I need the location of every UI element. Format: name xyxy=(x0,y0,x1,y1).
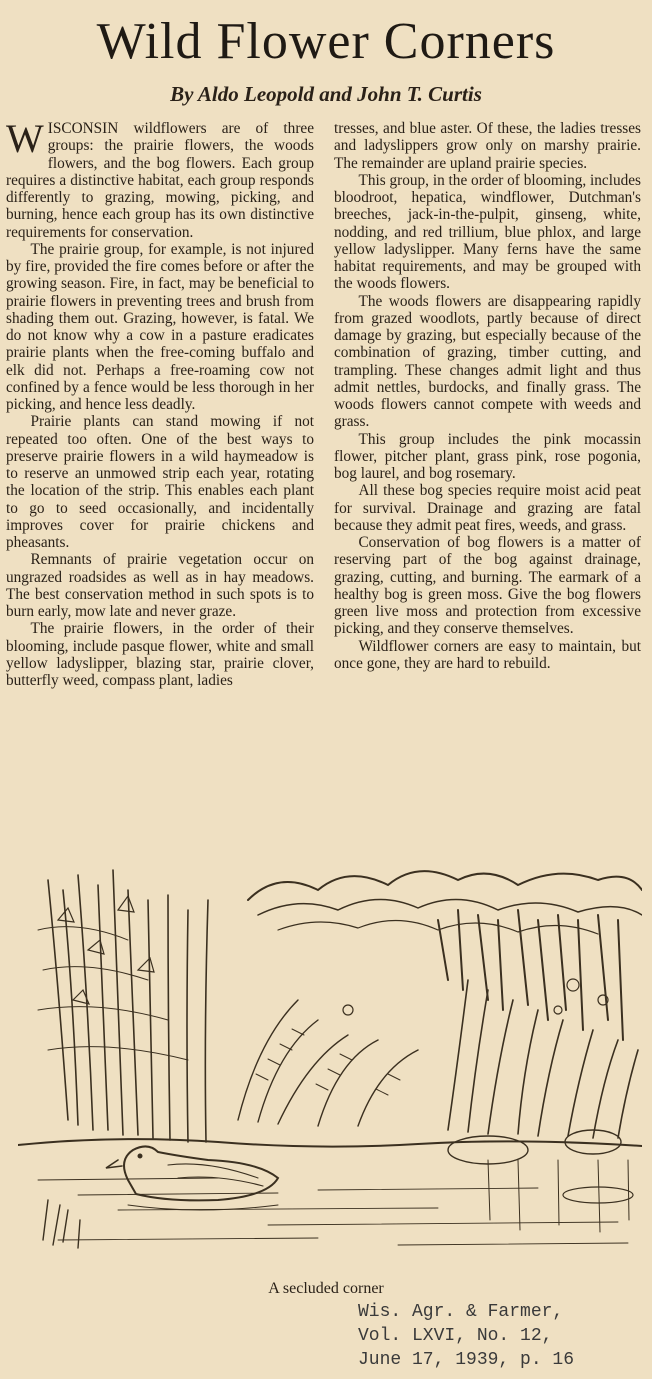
citation-line: Vol. LXVI, No. 12, xyxy=(358,1326,553,1346)
column-right xyxy=(334,120,641,672)
paragraph: The prairie flowers, in the order of their blooming, include pasque flower, white and small yellow ladyslipper, blazing star, prairie clover, butterfly weed, compass plant, ladies xyxy=(6,620,314,689)
paragraph: Wildflower corners are easy to maintain, but once gone, they are hard to rebuild. xyxy=(334,637,641,672)
article-title: Wild Flower Corners xyxy=(96,13,556,70)
paragraph-text: ISCONSIN wildflowers are of three groups: the prairie flowers, the woods flowers, and the bog flowers. Each group requires a distinctive habitat, each group responds differently to grazing, mowing, picking, and burning, hence each group has its own distinctive requirements for conservation. xyxy=(6,120,314,241)
paragraph: Conservation of bog flowers is a matter of reserving part of the bog against drainage, grazing, cutting, and burning. The earmark of a healthy bog is green moss. Give the bog flowers green live moss and protection from excessive picking, and they conserve themselves. xyxy=(334,534,641,638)
citation-line: Wis. Agr. & Farmer, xyxy=(358,1302,564,1322)
paragraph: The woods flowers are disappearing rapidly from grazed woodlots, partly because of direct damage by grazing, but especially because of the combination of grazing, timber cutting, and trampling. These changes admit light and thus admit nettles, burdocks, and finally grass. The woods flowers cannot compete with weeds and grass. xyxy=(334,292,641,431)
paragraph: Prairie plants can stand mowing if not repeated too often. One of the best ways to preserve prairie flowers in a wild haymeadow is to reserve an unmowed strip each year, rotating the location of the strip. This enables each plant to go to seed occasionally, and incidentally improves cover for prairie chickens and pheasants. xyxy=(6,413,314,551)
paragraph: This group includes the pink mocassin flower, pitcher plant, grass pink, rose pogonia, bog laurel, and bog rosemary. xyxy=(334,430,641,482)
drop-cap: W xyxy=(6,116,44,161)
article-byline: By Aldo Leopold and John T. Curtis xyxy=(170,82,482,106)
paragraph: All these bog species require moist acid peat for survival. Drainage and grazing are fatal because they admit peat fires, weeds, and grass. xyxy=(334,482,641,534)
paragraph: Remnants of prairie vegetation occur on ungrazed roadsides as well as in hay meadows. The best conservation method in such spots is to burn early, mow late and never graze. xyxy=(6,551,314,620)
paragraph xyxy=(6,116,314,241)
column-left xyxy=(6,116,314,689)
pond-sketch-illustration xyxy=(18,860,642,1270)
paragraph: tresses, and blue aster. Of these, the ladies tresses and ladyslippers grow only on marshy prairie. The remainder are upland prairie species. xyxy=(334,120,641,172)
paragraph: This group, in the order of blooming, includes bloodroot, hepatica, windflower, Dutchman's breeches, jack-in-the-pulpit, ginseng, white, nodding, and red trillium, blue phlox, and large yellow ladyslipper. Many ferns have the same habitat requirements, and may be grouped with the woods flowers. xyxy=(334,171,641,293)
illustration-caption: A secluded corner xyxy=(268,1280,384,1297)
handwritten-citation xyxy=(358,1300,648,1372)
paragraph: The prairie group, for example, is not injured by fire, provided the fire comes before or after the growing season. Fire, in fact, may be beneficial to prairie flowers in preventing trees and brush from shading them out. Grazing, however, is fatal. We do not know why a cow in a pasture eradicates prairie plants when the free-coming buffalo and elk did not. Perhaps a free-roaming cow not confined by a fence would be less thorough in her picking, and hence less deadly. xyxy=(6,240,314,413)
citation-line: June 17, 1939, p. 16 xyxy=(358,1350,575,1370)
